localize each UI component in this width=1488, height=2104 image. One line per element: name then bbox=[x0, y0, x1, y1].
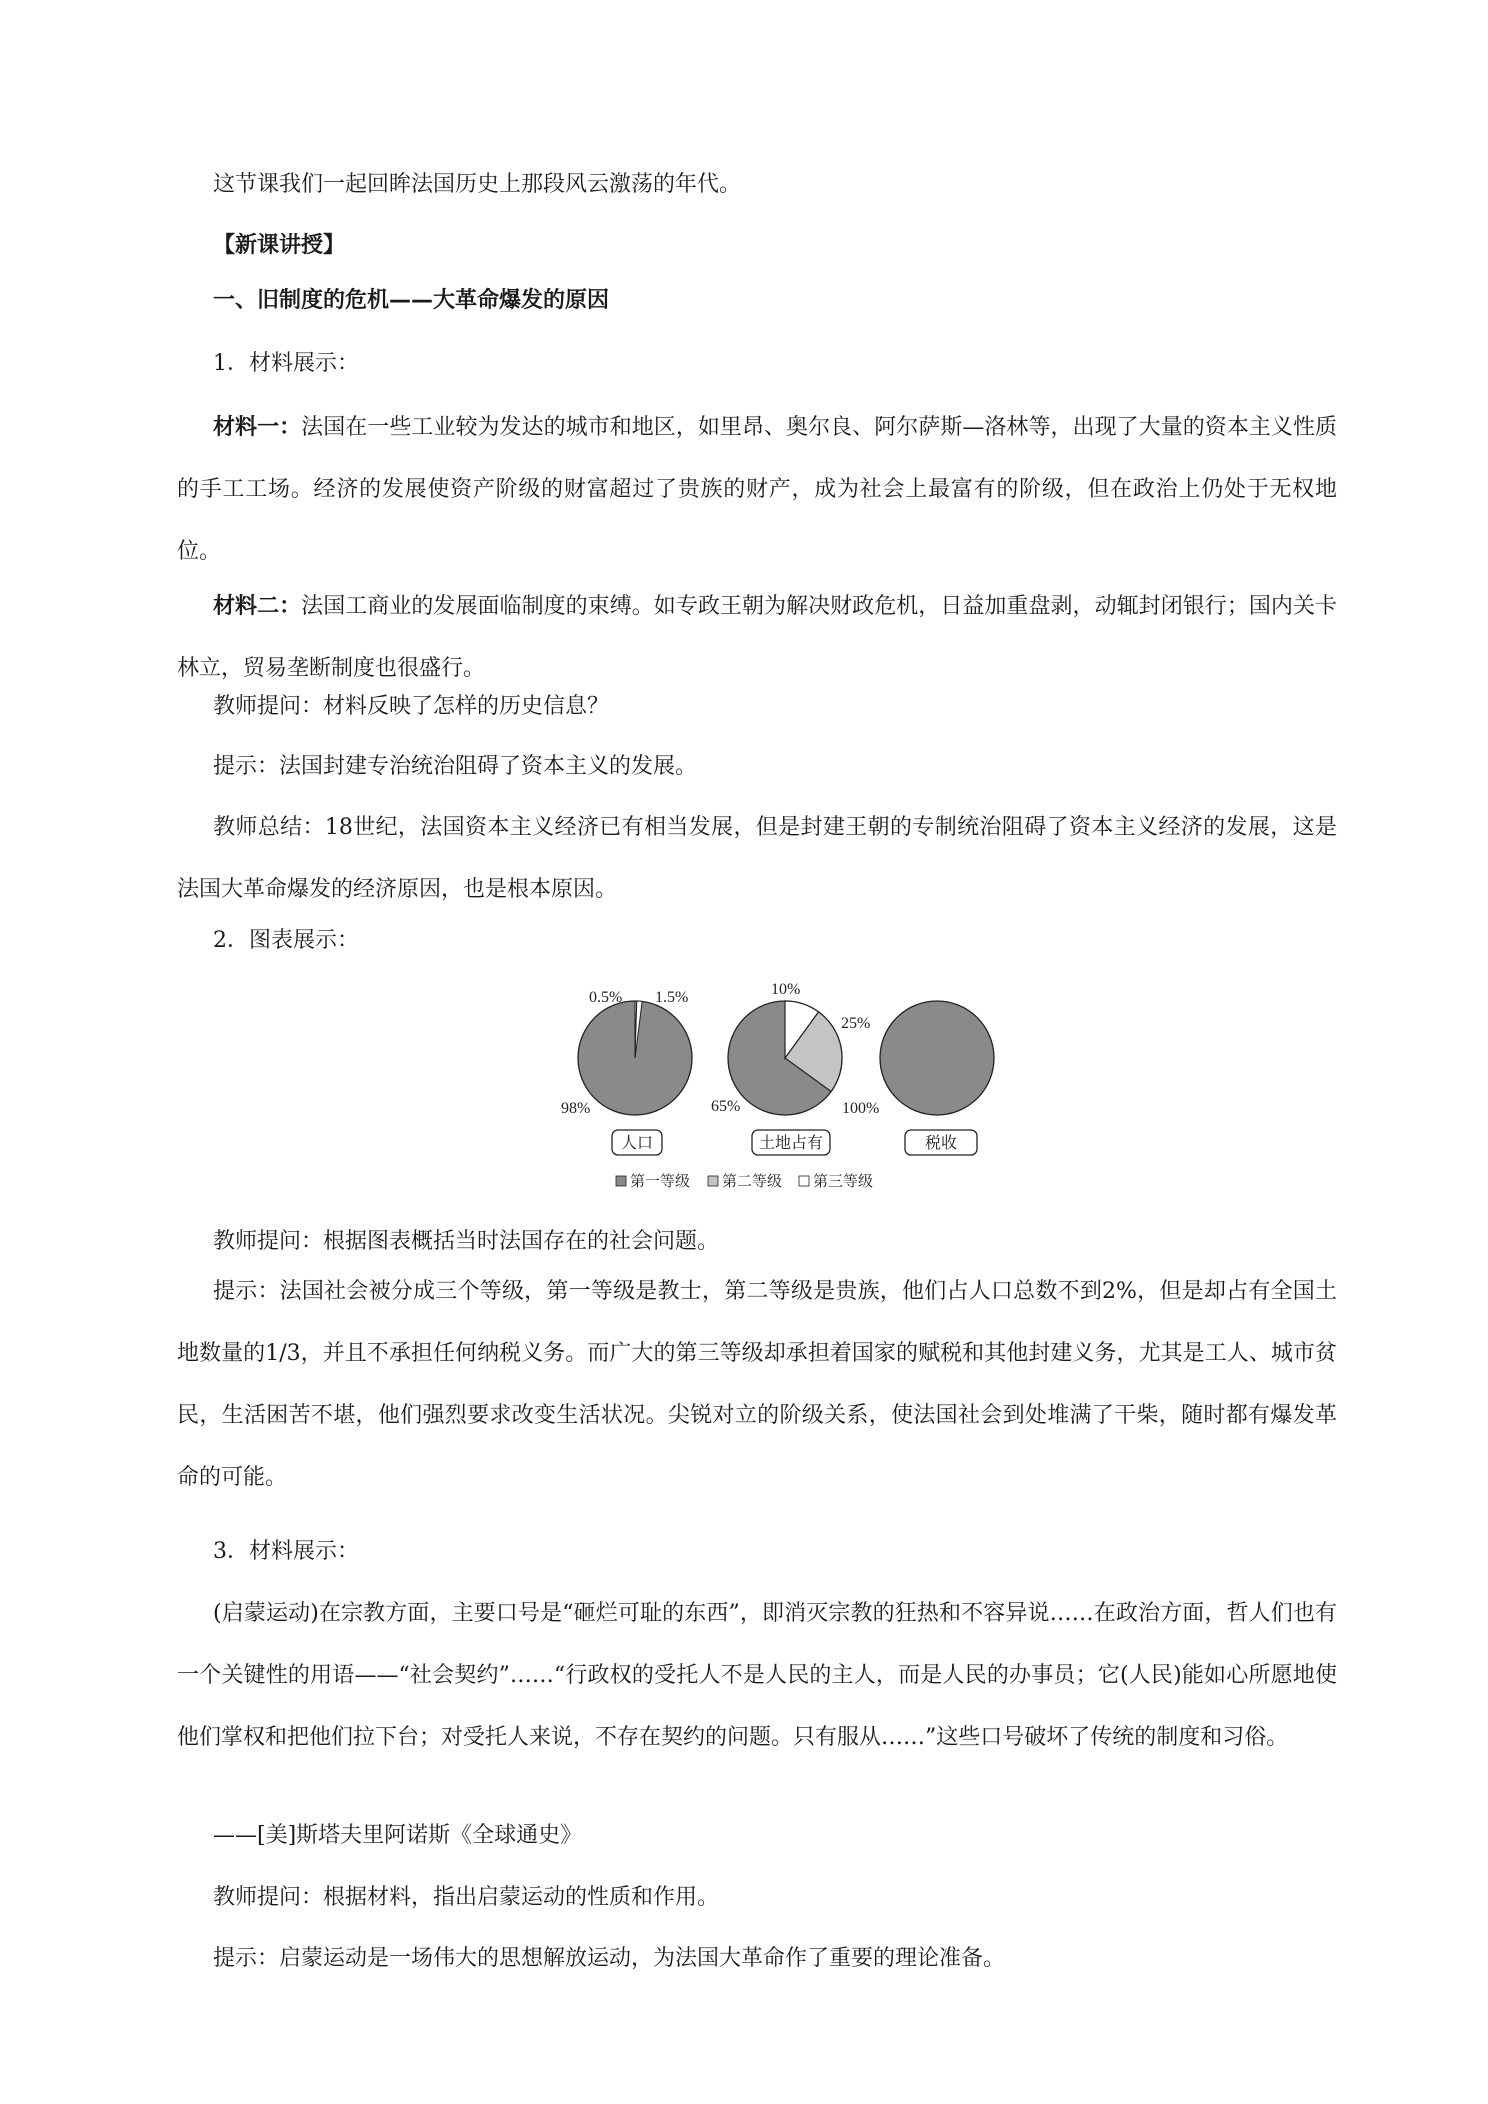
pie-land-label-first: 65% bbox=[711, 1098, 741, 1115]
pie-land bbox=[711, 981, 870, 1155]
material-one-body: 法国在一些工业较为发达的城市和地区，如里昂、奥尔良、阿尔萨斯—洛林等，出现了大量的资本主义性质的手工工场。经济的发展使资产阶级的财富超过了贵族的财产，成为社会上最富有的阶级，但在政治上仍处于无权地位。 bbox=[177, 415, 1337, 564]
teacher-question-3: 教师提问：根据材料，指出启蒙运动的性质和作用。 bbox=[213, 1885, 720, 1910]
legend-swatch-second bbox=[708, 1176, 718, 1186]
item-2-label: 2．图表展示： bbox=[213, 928, 359, 953]
pie-land-label-third: 10% bbox=[771, 981, 801, 998]
hint-3: 提示：启蒙运动是一场伟大的思想解放运动，为法国大革命作了重要的理论准备。 bbox=[213, 1946, 1006, 1971]
pie-population bbox=[561, 989, 692, 1155]
pie-population-title: 人口 bbox=[620, 1135, 654, 1152]
pie-tax-slice-first-estate bbox=[880, 1001, 994, 1115]
section-label: 【新课讲授】 bbox=[213, 233, 346, 258]
item-1-label: 1．材料展示： bbox=[213, 351, 359, 376]
heading-1: 一、旧制度的危机——大革命爆发的原因 bbox=[213, 288, 610, 313]
item-3-label: 3．材料展示： bbox=[213, 1539, 359, 1564]
legend-label-first: 第一等级 bbox=[630, 1174, 691, 1190]
legend-label-third: 第三等级 bbox=[813, 1174, 874, 1190]
hint-2: 提示：法国社会被分成三个等级，第一等级是教士，第二等级是贵族，他们占人口总数不到2%，但是却占有全国土地数量的1/3，并且不承担任何纳税义务。而广大的第三等级却承担着国家的赋税和其他封建义务，尤其是工人、城市贫民，生活困苦不堪，他们强烈要求改变生活状况。尖锐对立的阶级关系，使法国社会到处堆满了干柴，随时都有爆发革命的可能。 bbox=[177, 1279, 1337, 1490]
material-two-body: 法国工商业的发展面临制度的束缚。如专政王朝为解决财政危机，日益加重盘剥，动辄封闭银行；国内关卡林立，贸易垄断制度也很盛行。 bbox=[177, 594, 1337, 681]
teacher-summary-1: 教师总结：18世纪，法国资本主义经济已有相当发展，但是封建王朝的专制统治阻碍了资本主义经济的发展，这是法国大革命爆发的经济原因，也是根本原因。 bbox=[177, 815, 1337, 902]
pie-population-label-third: 1.5% bbox=[655, 989, 689, 1006]
pie-land-title: 土地占有 bbox=[758, 1135, 824, 1152]
material-one bbox=[177, 397, 1337, 583]
legend-label-second: 第二等级 bbox=[722, 1174, 783, 1190]
pie-land-label-second: 25% bbox=[841, 1015, 871, 1032]
pie-tax-label-first: 100% bbox=[842, 1100, 880, 1117]
estate-pie-charts bbox=[545, 968, 1005, 1208]
legend-swatch-third bbox=[799, 1176, 809, 1186]
pie-tax-title: 税收 bbox=[924, 1135, 958, 1152]
material-one-lead: 材料一： bbox=[213, 415, 302, 440]
teacher-question-2: 教师提问：根据图表概括当时法国存在的社会问题。 bbox=[213, 1229, 720, 1254]
chart-legend bbox=[616, 1173, 873, 1190]
material-two-lead: 材料二： bbox=[213, 594, 302, 619]
intro-text: 这节课我们一起回眸法国历史上那段风云激荡的年代。 bbox=[213, 172, 742, 197]
material-two bbox=[177, 576, 1337, 700]
hint-1: 提示：法国封建专治统治阻碍了资本主义的发展。 bbox=[213, 754, 698, 779]
pie-population-label-second: 0.5% bbox=[589, 989, 623, 1006]
material-source: ——[美]斯塔夫里阿诺斯《全球通史》 bbox=[213, 1823, 583, 1848]
material-three: (启蒙运动)在宗教方面，主要口号是“砸烂可耻的东西”，即消灭宗教的狂热和不容异说……在政治方面，哲人们也有一个关键性的用语——“社会契约”……“行政权的受托人不是人民的主人，而是人民的办事员；它(人民)能如心所愿地使他们掌权和把他们拉下台；对受托人来说，不存在契约的问题。只有服从……”这些口号破坏了传统的制度和习俗。 bbox=[177, 1601, 1337, 1750]
teacher-question-1: 教师提问：材料反映了怎样的历史信息？ bbox=[213, 694, 610, 719]
pie-population-label-first: 98% bbox=[561, 1100, 591, 1117]
legend-swatch-first bbox=[616, 1176, 626, 1186]
